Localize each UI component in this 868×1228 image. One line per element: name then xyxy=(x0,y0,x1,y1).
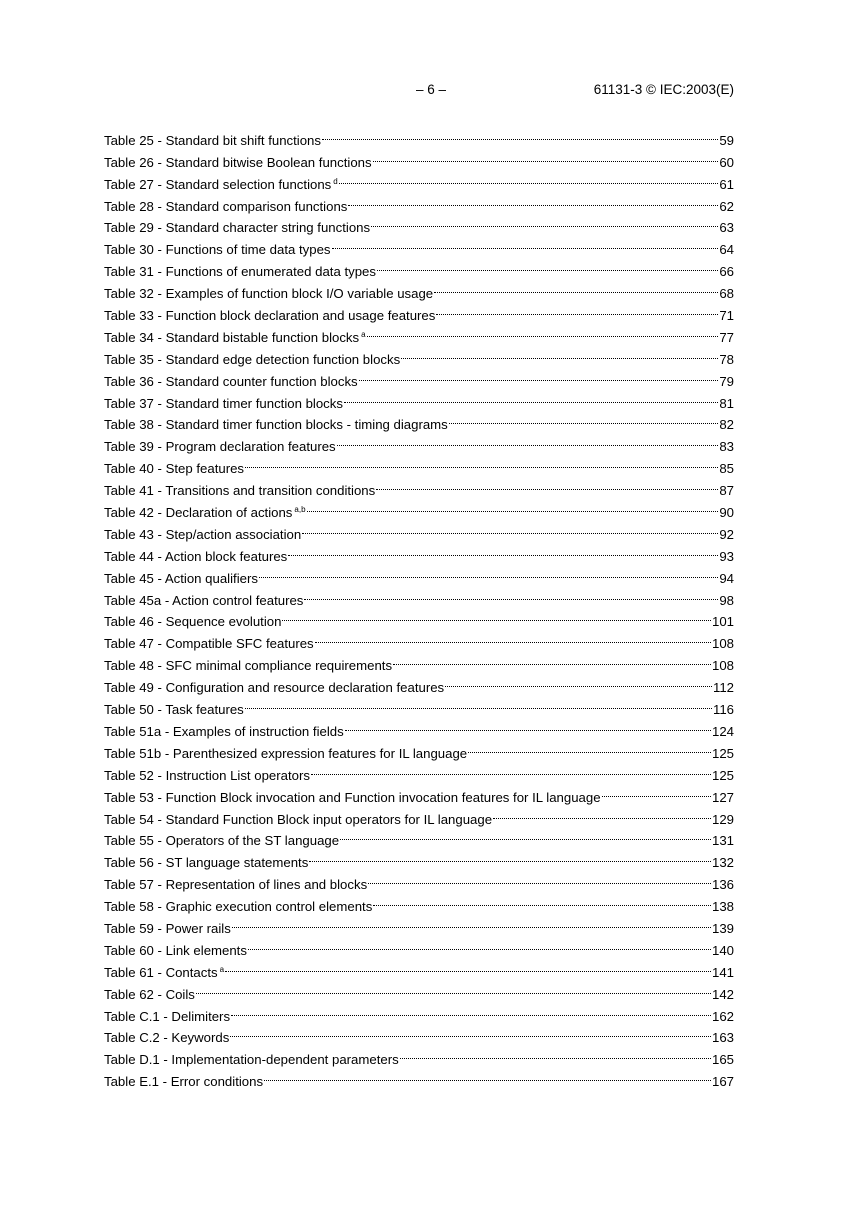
toc-entry-title-text: Table 61 - Contacts xyxy=(104,964,218,980)
toc-entry-page-number: 77 xyxy=(719,329,734,345)
dot-leader xyxy=(445,670,712,692)
toc-entry-page-number: 83 xyxy=(719,439,734,455)
toc-entry-page-number: 132 xyxy=(711,855,734,871)
toc-entry-title-text: Table 35 - Standard edge detection function blocks xyxy=(104,351,401,367)
dot-leader xyxy=(302,517,718,539)
dot-leader xyxy=(345,714,711,736)
dot-leader xyxy=(309,845,711,867)
toc-entry-title-text: Table 42 - Declaration of actions xyxy=(104,505,293,521)
toc-entry-title-text: Table 56 - ST language statements xyxy=(104,855,309,871)
toc-entry-title xyxy=(104,590,303,612)
toc-entry-title xyxy=(104,217,370,239)
toc-entry-page-number: 93 xyxy=(719,548,734,564)
dot-leader xyxy=(259,561,718,583)
toc-entry-page-number: 87 xyxy=(719,483,734,499)
toc-entry-title-text: Table 60 - Link elements xyxy=(104,942,247,958)
toc-entry-page-number: 163 xyxy=(711,1030,734,1046)
toc-entry-title-text: Table 29 - Standard character string functions xyxy=(104,220,371,236)
toc-entry-title xyxy=(104,699,244,721)
dot-leader xyxy=(282,605,711,627)
toc-entry-title-text: Table 30 - Functions of time data types xyxy=(104,242,331,258)
toc-entry-page-number: 127 xyxy=(711,789,734,805)
toc-entry-page-number: 129 xyxy=(711,811,734,827)
toc-entry-page-number: 124 xyxy=(711,723,734,739)
toc-entry-title-text: Table 46 - Sequence evolution xyxy=(104,614,282,630)
dot-leader xyxy=(315,626,711,648)
toc-entry-page-number: 82 xyxy=(719,417,734,433)
toc-entry-title xyxy=(104,918,231,940)
toc-entry-title xyxy=(104,874,367,896)
dot-leader xyxy=(231,999,711,1021)
toc-entry-page-number: 71 xyxy=(719,308,734,324)
toc-entry-page-number: 63 xyxy=(719,220,734,236)
dot-leader xyxy=(436,298,718,320)
dot-leader xyxy=(449,408,719,430)
toc-entry-title-text: Table C.2 - Keywords xyxy=(104,1030,230,1046)
toc-entry-page-number: 125 xyxy=(711,767,734,783)
dot-leader xyxy=(401,342,718,364)
toc-entry-page-number: 85 xyxy=(719,461,734,477)
toc-entry-title-text: Table 28 - Standard comparison functions xyxy=(104,198,348,214)
toc-entry-footnote-marker: a xyxy=(361,329,366,339)
dot-leader xyxy=(304,583,718,605)
toc-entry-page-number: 59 xyxy=(719,132,734,148)
toc-entry-title-text: Table 47 - Compatible SFC features xyxy=(104,636,314,652)
toc-entry-title-text: Table 25 - Standard bit shift functions xyxy=(104,132,321,148)
toc-entry-footnote-marker: d xyxy=(333,176,338,186)
toc-entry-title-text: Table 48 - SFC minimal compliance requirements xyxy=(104,658,393,674)
toc-entry-title xyxy=(104,174,338,196)
dot-leader xyxy=(264,1064,711,1086)
dot-leader xyxy=(400,1042,711,1064)
dot-leader xyxy=(245,692,712,714)
dot-leader xyxy=(367,320,719,342)
toc-entry-page-number: 131 xyxy=(711,833,734,849)
toc-entry-title xyxy=(104,393,343,415)
toc-entry-title xyxy=(104,568,258,590)
toc-entry-title xyxy=(104,458,244,480)
dot-leader xyxy=(225,955,711,977)
toc-entry-title-text: Table 49 - Configuration and resource declaration features xyxy=(104,680,445,696)
toc-entry-page-number: 141 xyxy=(711,964,734,980)
toc-entry-title-text: Table 39 - Program declaration features xyxy=(104,439,336,455)
toc-entry-title xyxy=(104,1006,230,1028)
dot-leader xyxy=(311,758,711,780)
toc-entry-title-text: Table D.1 - Implementation-dependent parameters xyxy=(104,1052,399,1068)
dot-leader xyxy=(602,780,711,802)
dot-leader xyxy=(339,167,719,189)
dot-leader xyxy=(288,539,718,561)
dot-leader xyxy=(359,364,719,386)
toc-entry-title-text: Table 32 - Examples of function block I/O variable usage xyxy=(104,286,434,302)
dot-leader xyxy=(230,1021,711,1043)
dot-leader xyxy=(337,429,719,451)
page-number: – 6 – xyxy=(416,82,447,97)
toc-entry-title xyxy=(104,830,339,852)
toc-entry-title-text: Table 54 - Standard Function Block input operators for IL language xyxy=(104,811,493,827)
dot-leader xyxy=(371,211,718,233)
toc-entry-title-text: Table 45 - Action qualifiers xyxy=(104,570,258,586)
dot-leader xyxy=(348,189,718,211)
toc-entry-title xyxy=(104,349,400,371)
dot-leader xyxy=(368,867,711,889)
toc-entry-title xyxy=(104,371,358,393)
toc-entry-page-number: 139 xyxy=(711,920,734,936)
toc-entry-title xyxy=(104,283,433,305)
toc-entry-title-text: Table 33 - Function block declaration and usage features xyxy=(104,308,436,324)
toc-entry-page-number: 68 xyxy=(719,286,734,302)
toc-entry[interactable] xyxy=(104,999,734,1024)
dot-leader xyxy=(332,232,719,254)
toc-entry-page-number: 94 xyxy=(719,570,734,586)
toc-entry-title-text: Table 59 - Power rails xyxy=(104,920,231,936)
toc-entry-title xyxy=(104,261,376,283)
toc-entry-page-number: 108 xyxy=(711,636,734,652)
toc-entry-page-number: 116 xyxy=(712,702,734,718)
dot-leader xyxy=(344,386,718,408)
toc-entry-title xyxy=(104,524,301,546)
dot-leader xyxy=(322,123,718,145)
toc-entry-title-text: Table 40 - Step features xyxy=(104,461,245,477)
toc-entry-page-number: 90 xyxy=(719,505,734,521)
dot-leader xyxy=(468,736,711,758)
toc-entry-page-number: 162 xyxy=(711,1008,734,1024)
toc-entry-page-number: 140 xyxy=(711,942,734,958)
toc-entry-title-text: Table 27 - Standard selection functions xyxy=(104,176,332,192)
toc-entry-title-text: Table E.1 - Error conditions xyxy=(104,1074,264,1090)
dot-leader xyxy=(493,802,711,824)
toc-entry-title-text: Table 34 - Standard bistable function blocks xyxy=(104,329,360,345)
toc-entry-page-number: 101 xyxy=(711,614,734,630)
toc-entry-title-text: Table 38 - Standard timer function blocks - timing diagrams xyxy=(104,417,448,433)
toc-entry-title-text: Table 43 - Step/action association xyxy=(104,526,302,542)
toc-entry[interactable] xyxy=(104,123,734,148)
toc-entry-title xyxy=(104,327,366,349)
toc-entry-title-text: Table 51a - Examples of instruction fields xyxy=(104,723,344,739)
toc-entry-page-number: 165 xyxy=(711,1052,734,1068)
toc-entry-title-text: Table 26 - Standard bitwise Boolean functions xyxy=(104,154,372,170)
toc-entry-page-number: 108 xyxy=(711,658,734,674)
dot-leader xyxy=(373,889,711,911)
dot-leader xyxy=(248,933,711,955)
toc-entry-title xyxy=(104,196,347,218)
dot-leader xyxy=(340,824,711,846)
toc-entry-title-text: Table 52 - Instruction List operators xyxy=(104,767,310,783)
toc-entry-title xyxy=(104,130,321,152)
toc-entry-footnote-marker: a xyxy=(219,964,225,974)
toc-entry-title xyxy=(104,611,281,633)
toc-entry-title xyxy=(104,1027,229,1049)
toc-entry-title xyxy=(104,765,310,787)
toc-entry-title-text: Table 36 - Standard counter function blocks xyxy=(104,373,358,389)
toc-entry-page-number: 66 xyxy=(719,264,734,280)
toc-entry-page-number: 138 xyxy=(711,899,734,915)
dot-leader xyxy=(245,451,718,473)
toc-entry-title xyxy=(104,721,344,743)
page-header xyxy=(0,82,868,102)
toc-entry-title xyxy=(104,984,195,1006)
table-of-contents xyxy=(104,123,734,1090)
toc-entry-title-text: Table 50 - Task features xyxy=(104,702,244,718)
toc-entry-page-number: 142 xyxy=(711,986,734,1002)
dot-leader xyxy=(232,911,711,933)
toc-entry-page-number: 60 xyxy=(719,154,734,170)
toc-entry-title xyxy=(104,239,331,261)
toc-entry-title xyxy=(104,633,314,655)
toc-entry-title xyxy=(104,152,372,174)
toc-entry-page-number: 81 xyxy=(719,395,734,411)
dot-leader xyxy=(393,648,711,670)
dot-leader xyxy=(196,977,711,999)
toc-entry-title-text: Table C.1 - Delimiters xyxy=(104,1008,231,1024)
toc-entry-page-number: 125 xyxy=(711,745,734,761)
toc-entry-title-text: Table 44 - Action block features xyxy=(104,548,288,564)
toc-entry-title-text: Table 53 - Function Block invocation and Function invocation features for IL language xyxy=(104,789,601,805)
toc-entry[interactable] xyxy=(104,977,734,1002)
toc-entry-page-number: 61 xyxy=(719,176,734,192)
toc-entry-title-text: Table 41 - Transitions and transition conditions xyxy=(104,483,376,499)
toc-entry-title-text: Table 51b - Parenthesized expression features for IL language xyxy=(104,745,468,761)
toc-entry-page-number: 112 xyxy=(712,680,734,696)
dot-leader xyxy=(377,254,718,276)
toc-entry-title-text: Table 55 - Operators of the ST language xyxy=(104,833,340,849)
dot-leader xyxy=(434,276,718,298)
dot-leader xyxy=(373,145,719,167)
toc-entry-footnote-marker: a,b xyxy=(294,505,306,515)
toc-entry-title-text: Table 58 - Graphic execution control elements xyxy=(104,899,373,915)
toc-entry-page-number: 92 xyxy=(719,526,734,542)
toc-entry-page-number: 136 xyxy=(711,877,734,893)
dot-leader xyxy=(376,473,718,495)
toc-entry-page-number: 167 xyxy=(711,1074,734,1090)
toc-entry-title xyxy=(104,852,308,874)
toc-entry-title xyxy=(104,1071,263,1093)
toc-entry-title-text: Table 62 - Coils xyxy=(104,986,195,1002)
toc-entry-title xyxy=(104,502,306,524)
toc-entry-title-text: Table 37 - Standard timer function blocks xyxy=(104,395,343,411)
toc-entry-title-text: Table 45a - Action control features xyxy=(104,592,304,608)
toc-entry-page-number: 62 xyxy=(719,198,734,214)
dot-leader xyxy=(307,495,719,517)
document-reference: 61131-3 © IEC:2003(E) xyxy=(593,82,734,97)
toc-entry-page-number: 98 xyxy=(719,592,734,608)
toc-entry-page-number: 79 xyxy=(719,373,734,389)
toc-entry-title xyxy=(104,655,392,677)
toc-entry-page-number: 64 xyxy=(719,242,734,258)
toc-entry-page-number: 78 xyxy=(719,351,734,367)
toc-entry-title-text: Table 31 - Functions of enumerated data types xyxy=(104,264,376,280)
toc-entry-title-text: Table 57 - Representation of lines and blocks xyxy=(104,877,368,893)
